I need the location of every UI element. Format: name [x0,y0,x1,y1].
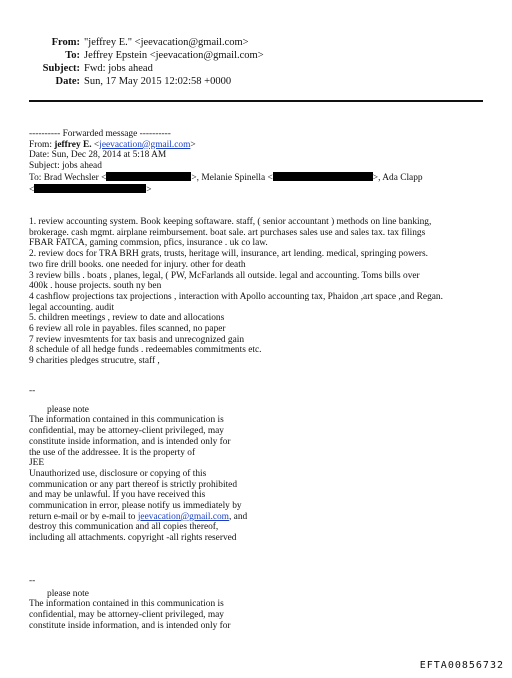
header-subject-row [0,62,153,75]
notice-line: confidential, may be attorney-client privileged, may [29,426,224,437]
forwarded-date: Date: Sun, Dec 28, 2014 at 5:18 AM [29,150,167,161]
header-date-row [0,75,231,88]
notice-line: Unauthorized use, disclosure or copying of this [29,468,207,479]
subject-label: Subject: [42,63,80,74]
notice-line-return: return e-mail or by e-mail to jeevacation@gmail.com, and [29,511,248,522]
notice-line: the use of the addressee. It is the property of [29,447,196,458]
body-line: 1. review accounting system. Book keeping softaware. staff, ( senior accountant ) methods on line banking, [29,217,432,227]
forwarded-from: From: jeffrey E. <jeevacation@gmail.com> [29,139,196,150]
body-line: 3 review bills . boats , planes, legal, ( PW, McFarlands all outside. legal and accounting. Toms bills over [29,270,420,281]
subject-value: Fwd: jobs ahead [84,63,153,74]
document-id-stamp: EFTA00856732 [419,660,504,671]
please-note: please note [47,404,89,415]
to-label: To: [65,50,80,61]
body-line: 400k . house projects. south ny ben [29,281,162,292]
forwarded-from-email-link[interactable]: jeevacation@gmail.com [99,139,191,150]
forwarded-to: To: Brad Wechsler < >, Melanie Spinella < >, Ada Clapp [29,172,423,183]
body-line: 2. review docs for TRA BRH grats, trusts, heritage will, insurance, art lending. medical, springing powers. [29,249,428,260]
body-line: legal accounting. audit [29,302,115,313]
signature-dashes: -- [29,386,36,396]
body-line: 7 review invesmtents for tax basis and unrecognized gain [29,334,245,345]
body-line: 6 review all role in payables. files scanned, no paper [29,324,226,335]
redaction-box [106,172,191,181]
header-from-row [0,36,249,49]
notice-line: The information contained in this communication is [29,415,224,426]
body-line: 9 charities pledges strucutre, staff , [29,356,160,367]
body-line: two fire drill books. one needed for injury. other for death [29,259,246,270]
redaction-box [34,184,146,193]
notice-line: communication in error, please notify us immediately by [29,501,242,512]
date-value: Sun, 17 May 2015 12:02:58 +0000 [84,76,232,87]
forwarded-marker: ---------- Forwarded message ---------- [29,129,171,139]
confidentiality-notice-1 [29,386,247,544]
from-value: "jeffrey E." <jeevacation@gmail.com> [84,37,249,48]
forwarded-from-name: jeffrey E. [54,139,92,150]
header-divider [29,100,483,102]
body-line: 4 cashflow projections tax projections , interaction with Apollo accounting tax, Phaidon ,art space ,and Regan. [29,291,443,302]
forwarded-to-cont: < > [29,184,152,195]
notice-line: constitute inside information, and is intended only for [29,620,231,631]
forwarded-subject: Subject: jobs ahead [29,161,102,172]
confidentiality-notice-2 [29,576,231,632]
notice-line: constitute inside information, and is intended only for [29,436,231,447]
signature-dashes: -- [29,576,36,586]
notice-line: communication or any part thereof is strictly prohibited [29,479,238,490]
body-line: 5. children meetings , review to date and allocations [29,313,225,324]
notice-line: The information contained in this communication is [29,599,224,610]
from-label: From: [51,37,80,48]
body-line: FBAR FATCA, gaming commsion, pfics, insurance . uk co law. [29,238,268,249]
date-label: Date: [55,76,80,87]
body-line: 8 schedule of all hedge funds . redeemables commitments etc. [29,345,262,356]
please-note: please note [47,588,89,599]
redaction-box [273,172,373,181]
notice-line: and may be unlawful. If you have received this [29,490,206,501]
notice-line: JEE [29,458,45,469]
notice-email-link[interactable]: jeevacation@gmail.com [137,511,229,522]
notice-line: confidential, may be attorney-client privileged, may [29,610,224,621]
forwarded-header [29,129,423,195]
message-body [29,217,499,367]
to-value: Jeffrey Epstein <jeevacation@gmail.com> [84,50,264,61]
body-line: brokerage. cash mgmt. airplane reimbursement. boat sale. art purchases sales use and sales tax. tax filings [29,227,426,238]
header-to-row [0,49,264,62]
notice-line: destroy this communication and all copies thereof, [29,522,219,533]
notice-line: including all attachments. copyright -all rights reserved [29,533,237,544]
